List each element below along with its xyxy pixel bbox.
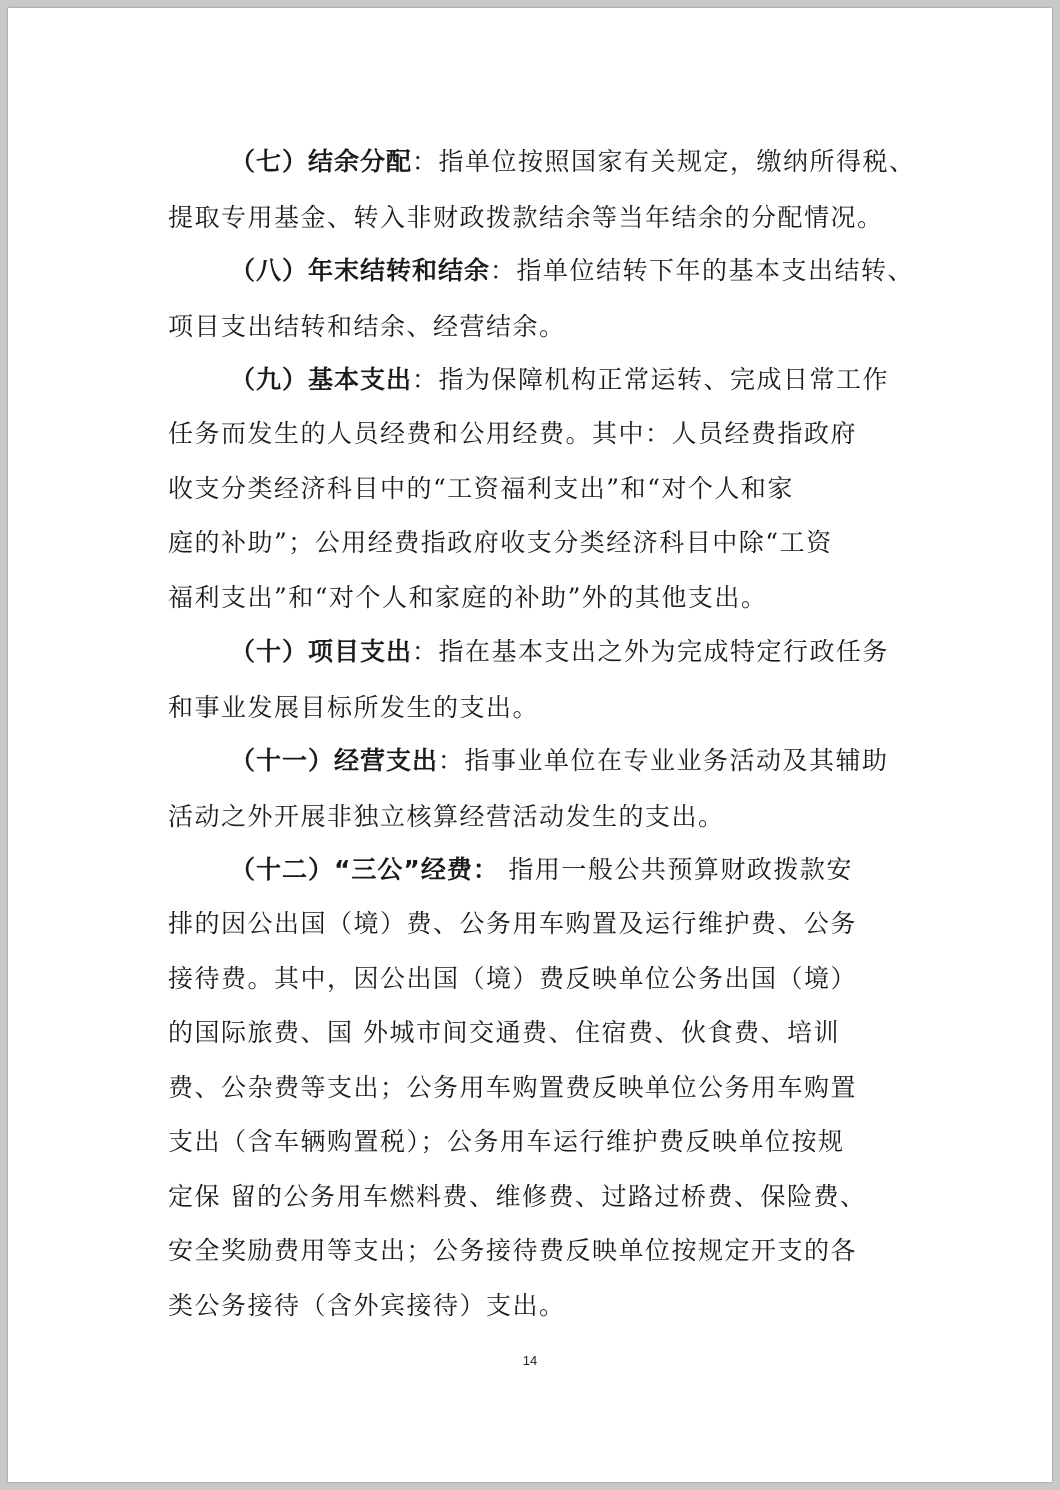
paragraph-line: 任务而发生的人员经费和公用经费。其中：人员经费指政府	[168, 419, 858, 448]
paragraph-line: 收支分类经济科目中的“工资福利支出”和“对个人和家	[168, 474, 794, 503]
paragraph-line: 的国际旅费、国 外城市间交通费、住宿费、伙食费、培训	[168, 1018, 840, 1047]
paragraph-heading: （七）结余分配	[230, 147, 413, 176]
paragraph-line: （七）结余分配：指单位按照国家有关规定，缴纳所得税、	[230, 147, 916, 176]
paragraph-line: 安全奖励费用等支出；公务接待费反映单位按规定开支的各	[168, 1236, 858, 1265]
paragraph-line: 福利支出”和“对个人和家庭的补助”外的其他支出。	[168, 583, 768, 612]
paragraph-line: 项目支出结转和结余、经营结余。	[168, 312, 566, 341]
paragraph-line: 活动之外开展非独立核算经营活动发生的支出。	[168, 802, 725, 831]
page-number: 14	[522, 1353, 538, 1368]
paragraph-heading: （九）基本支出	[230, 365, 413, 394]
paragraph-line: （八）年末结转和结余：指单位结转下年的基本支出结转、	[230, 256, 915, 285]
paragraph-line: 提取专用基金、转入非财政拨款结余等当年结余的分配情况。	[168, 203, 884, 232]
paragraph-line: 庭的补助”；公用经费指政府收支分类经济科目中除“工资	[168, 528, 833, 557]
document-page	[8, 8, 1052, 1482]
paragraph-line: （十一）经营支出：指事业单位在专业业务活动及其辅助	[230, 746, 889, 775]
paragraph-heading: （十）项目支出	[230, 637, 413, 666]
paragraph-line: 支出（含车辆购置税）；公务用车运行维护费反映单位按规	[168, 1127, 845, 1156]
paragraph-line: 类公务接待（含外宾接待）支出。	[168, 1291, 566, 1320]
paragraph-line: （九）基本支出：指为保障机构正常运转、完成日常工作	[230, 365, 890, 394]
paragraph-line: （十二）“三公”经费： 指用一般公共预算财政拨款安	[230, 855, 853, 884]
paragraph-line: 排的因公出国（境）费、公务用车购置及运行维护费、公务	[168, 909, 858, 938]
paragraph-line: 定保 留的公务用车燃料费、维修费、过路过桥费、保险费、	[168, 1182, 867, 1211]
paragraph-line: 费、公杂费等支出；公务用车购置费反映单位公务用车购置	[168, 1073, 858, 1102]
paragraph-heading: （十一）经营支出	[230, 746, 439, 775]
paragraph-line: 接待费。其中，因公出国（境）费反映单位公务出国（境）	[168, 964, 858, 993]
paragraph-heading: （十二）“三公”经费：	[230, 855, 499, 884]
paragraph-line: 和事业发展目标所发生的支出。	[168, 693, 540, 722]
paragraph-heading: （八）年末结转和结余	[230, 256, 491, 285]
paragraph-line: （十）项目支出：指在基本支出之外为完成特定行政任务	[230, 637, 890, 666]
